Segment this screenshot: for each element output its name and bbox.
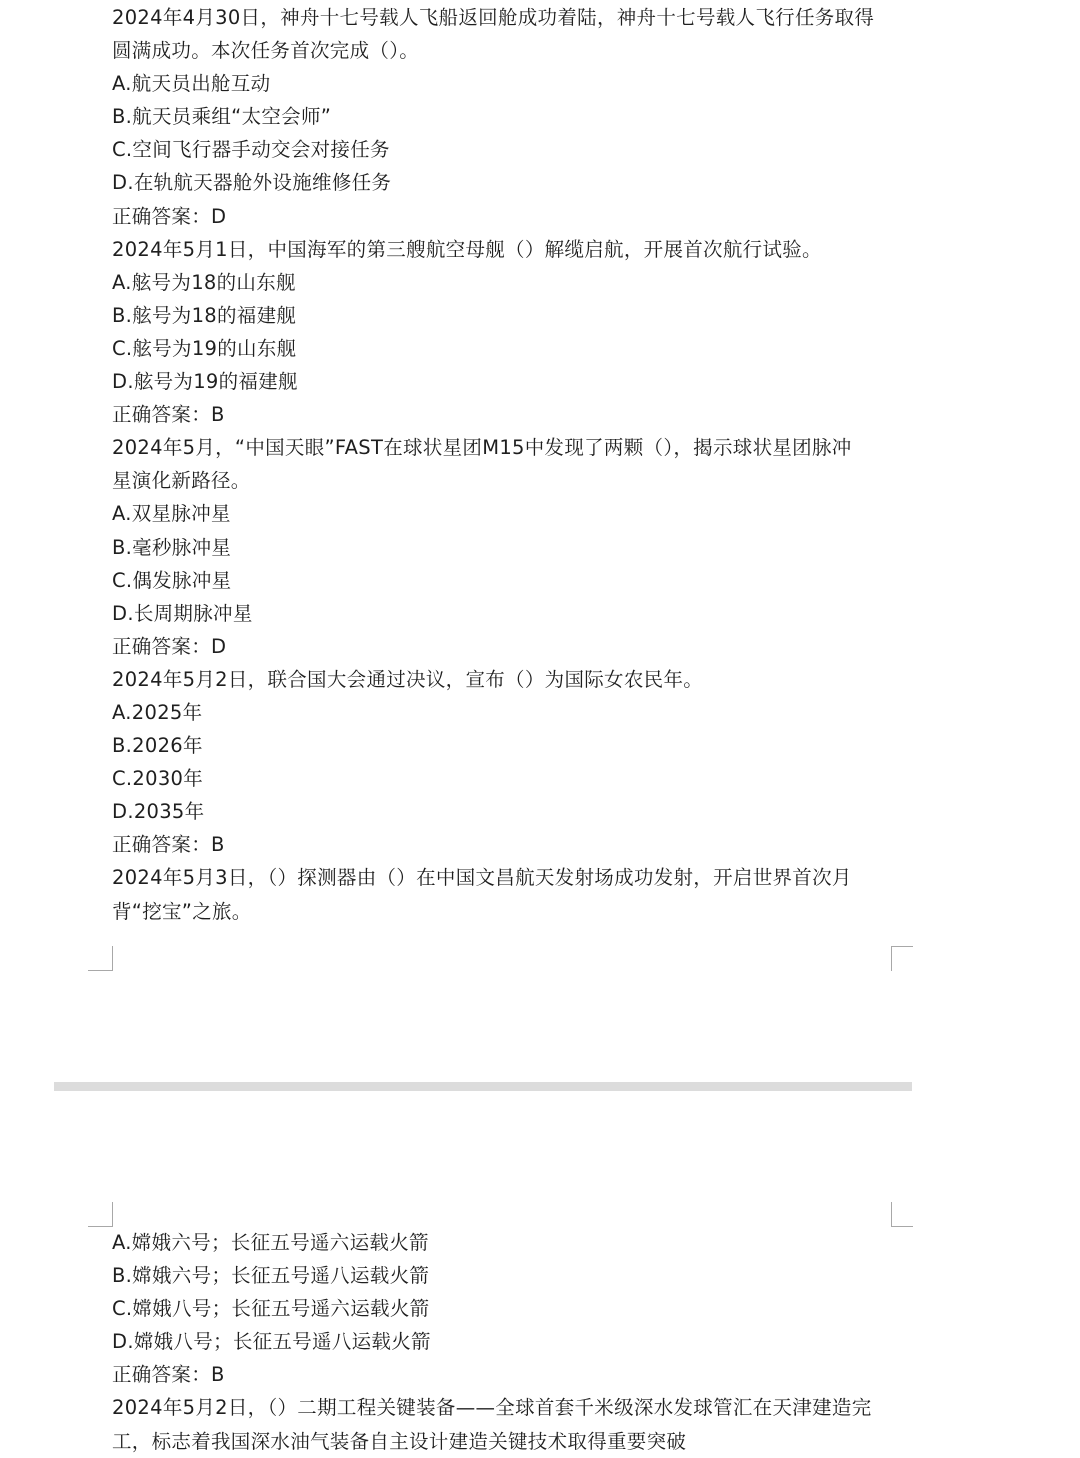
page-1-bottom-left-corner-mark <box>88 946 113 971</box>
question-5-option-c: C.嫦娥八号；长征五号遥六运载火箭 <box>112 1297 430 1321</box>
page-2-content <box>112 1226 902 1458</box>
question-2-answer: 正确答案：B <box>112 403 225 427</box>
question-6-line-1: 2024年5月2日，（）二期工程关键装备——全球首套千米级深水发球管汇在天津建造完 <box>112 1396 872 1420</box>
page-2-top-right-corner-mark <box>891 1202 913 1227</box>
question-1-line-1: 2024年4月30日，神舟十七号载人飞船返回舱成功着陆，神舟十七号载人飞行任务取得 <box>112 6 875 29</box>
question-1-option-c: C.空间飞行器手动交会对接任务 <box>112 138 390 162</box>
question-2-option-d: D.舷号为19的福建舰 <box>112 370 298 394</box>
question-1-answer: 正确答案：D <box>112 204 227 228</box>
page-1-content <box>112 1 902 928</box>
question-3-option-a: A.双星脉冲星 <box>112 502 231 526</box>
question-1-option-a: A.航天员出舱互动 <box>112 72 271 96</box>
question-5-line-2: 背“挖宝”之旅。 <box>112 899 252 923</box>
question-4-option-a: A.2025年 <box>112 700 203 724</box>
question-5-option-a: A.嫦娥六号；长征五号遥六运载火箭 <box>112 1231 429 1254</box>
question-2-option-c: C.舷号为19的山东舰 <box>112 336 297 360</box>
question-4-option-c: C.2030年 <box>112 767 204 791</box>
question-1-option-b: B.航天员乘组“太空会师” <box>112 105 332 129</box>
question-3-option-c: C.偶发脉冲星 <box>112 568 232 592</box>
question-5-option-b: B.嫦娥六号；长征五号遥八运载火箭 <box>112 1264 430 1288</box>
question-4-answer: 正确答案：B <box>112 833 225 857</box>
question-5-answer: 正确答案：B <box>112 1363 225 1387</box>
question-4-option-d: D.2035年 <box>112 800 205 824</box>
question-1-option-d: D.在轨航天器舱外设施维修任务 <box>112 171 392 195</box>
question-1-line-2: 圆满成功。本次任务首次完成（）。 <box>112 39 420 63</box>
question-6-line-2: 工，标志着我国深水油气装备自主设计建造关键技术取得重要突破 <box>112 1429 687 1453</box>
page-break-separator <box>54 1082 912 1091</box>
question-3-option-b: B.毫秒脉冲星 <box>112 535 232 559</box>
question-2-line-1: 2024年5月1日，中国海军的第三艘航空母舰（）解缆启航，开展首次航行试验。 <box>112 237 822 261</box>
question-5-line-1: 2024年5月3日，（）探测器由（）在中国文昌航天发射场成功发射，开启世界首次月 <box>112 866 852 890</box>
question-3-line-2: 星演化新路径。 <box>112 469 251 493</box>
question-3-line-1: 2024年5月，“中国天眼”FAST在球状星团M15中发现了两颗（），揭示球状星团脉冲 <box>112 436 852 460</box>
question-3-answer: 正确答案：D <box>112 634 227 658</box>
question-3-option-d: D.长周期脉冲星 <box>112 601 253 625</box>
question-5-option-d: D.嫦娥八号；长征五号遥八运载火箭 <box>112 1330 431 1354</box>
question-2-option-b: B.舷号为18的福建舰 <box>112 303 297 327</box>
page-1-bottom-right-corner-mark <box>891 946 913 971</box>
page-2-top-left-corner-mark <box>88 1202 113 1227</box>
question-4-option-b: B.2026年 <box>112 734 203 758</box>
question-2-option-a: A.舷号为18的山东舰 <box>112 270 296 294</box>
question-4-line-1: 2024年5月2日，联合国大会通过决议，宣布（）为国际女农民年。 <box>112 667 704 691</box>
